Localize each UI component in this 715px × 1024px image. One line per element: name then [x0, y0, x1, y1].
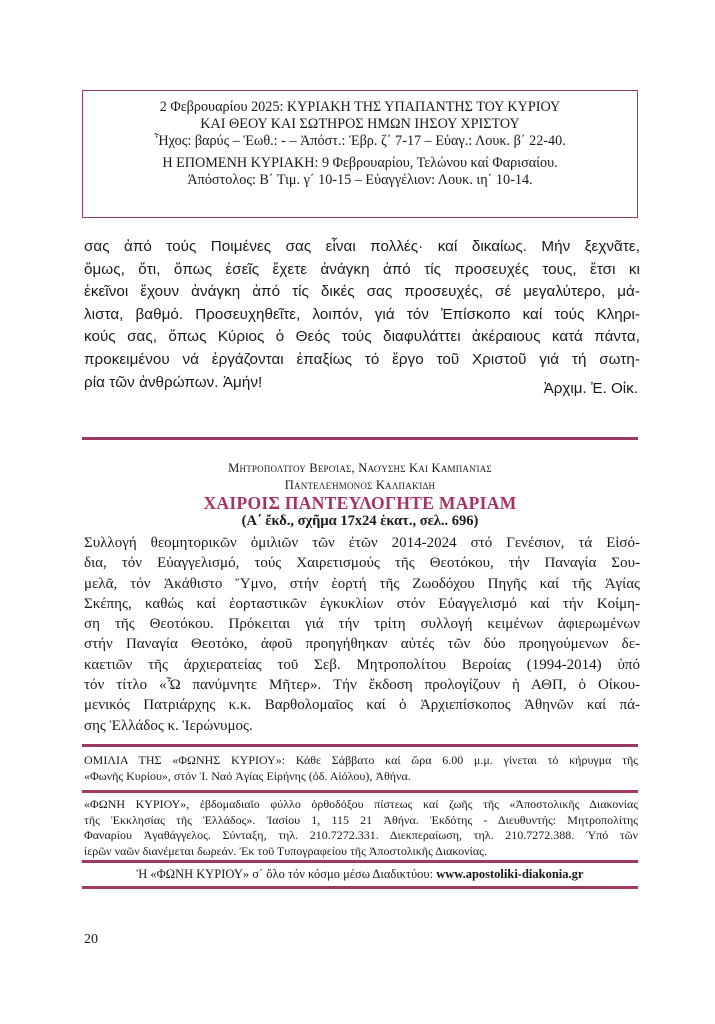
colophon-line: «ΦΩΝΗ ΚΥΡΙΟΥ», ἑβδομαδιαῖο φύλλο ὀρθοδόξου πίστεως καί ζωῆς τῆς «Ἀποστολικῆς Διακονίας — [84, 797, 638, 811]
book-line: καετιῶν τῆς ἀρχιερατείας τοῦ Σεβ. Μητροπολίτου Βεροίας (1994-2014) ὑπό — [84, 656, 640, 673]
book-line: Σκέπης, καθώς καί ἑορταστικῶν ἐγκυκλίων στόν Εὐαγγελισμό καί τήν Κοίμη- — [84, 595, 640, 612]
feast-readings: Ἦχος: βαρύς – Ἑωθ.: - – Ἀπόστ.: Ἑβρ. ζ΄ 7-17 – Εὐαγ.: Λουκ. β΄ 22-40. — [154, 133, 566, 149]
web-notice — [82, 867, 638, 882]
next-sunday: Η ΕΠΟΜΕΝΗ ΚΥΡΙΑΚΗ: 9 Φεβρουαρίου, Τελώνου καί Φαρισαίου. — [162, 155, 558, 171]
signature: Ἀρχιμ. Ἐ. Οἰκ. — [543, 380, 638, 397]
colophon-line: ἱερῶν ναῶν διανέμεται δωρεάν. Ἐκ τοῦ Τυπογραφείου τῆς Ἀποστολικῆς Διακονίας. — [84, 843, 487, 858]
homily-line: ΟΜΙΛΙΑ ΤΗΣ «ΦΩΝΗΣ ΚΥΡΙΟΥ»: Κάθε Σάββατο καί ὥρα 6.00 μ.μ. γίνεται τό κήρυγμα τῆς — [84, 753, 638, 767]
book-author — [82, 460, 638, 494]
book-line: στήν Παναγία Θεοτόκο, ἀφοῦ προηγήθηκαν αὐτές τῶν δύο προηγούμενων δε- — [84, 636, 640, 653]
book-line: μενικός Πατριάρχης κ.κ. Βαρθολομαῖος καί ὁ Ἀρχιεπίσκοπος Ἀθηνῶν καί πά- — [84, 697, 640, 714]
book-line: σης Ἑλλάδος κ. Ἱερώνυμος. — [84, 717, 253, 734]
section-divider — [82, 744, 638, 747]
next-sunday-readings: Ἀπόστολος: Β΄ Τιμ. γ΄ 10-15 – Εὐαγγέλιον: Λουκ. ιη΄ 10-14. — [187, 172, 533, 188]
author-line-1: Μητροπολίτου Βεροίας, Ναούσης Και Καμπανίας — [228, 461, 492, 475]
feast-title-line2: ΚΑΙ ΘΕΟΥ ΚΑΙ ΣΩΤΗΡΟΣ ΗΜΩΝ ΙΗΣΟΥ ΧΡΙΣΤΟΥ — [200, 116, 520, 132]
book-line: τόν τίτλο «Ὦ πανύμνητε Μῆτερ». Τήν ἔκδοση προλογίζουν ἡ ΑΘΠ, ὁ Οἰκου- — [84, 677, 640, 694]
book-description — [84, 533, 640, 736]
sermon-line: ἐκεῖνοι ἔχουν ἀνάγκη ἀπό τίς δικές σας προσευχές, σέ μεγαλύτερο, μά- — [84, 283, 640, 301]
section-divider — [82, 437, 638, 440]
book-subtitle: (Α΄ ἔκδ., σχῆμα 17x24 ἑκατ., σελ.. 696) — [241, 513, 479, 529]
website-link[interactable]: www.apostoliki-diakonia.gr — [436, 867, 584, 881]
sermon-line: ρία τῶν ἀνθρώπων. Ἀμήν! — [84, 373, 263, 391]
colophon-line: τῆς Ἐκκλησίας τῆς Ἑλλάδος». Ἰασίου 1, 115 21 Ἀθήνα. Ἐκδότης - Διευθυντής: Μητροπολίτης — [84, 812, 638, 827]
sermon-line: ὅμως, ὅτι, ὅπως ἐσεῖς ἔχετε ἀνάγκη ἀπό τίς προσευχές τους, ἔτσι κι — [84, 260, 640, 278]
section-divider — [82, 886, 638, 889]
colophon — [84, 797, 638, 859]
sermon-text — [84, 236, 640, 394]
sermon-line: σας ἀπό τούς Ποιμένες σας εἶναι πολλές· καί δικαίως. Μήν ξεχνᾶτε, — [84, 238, 640, 255]
section-divider — [82, 790, 638, 793]
sermon-line: λιστα, βαθμό. Προσευχηθεῖτε, λοιπόν, γιά τόν Ἐπίσκοπο καί τούς Κληρι- — [84, 305, 640, 323]
homily-line: «Φωνῆς Κυρίου», στόν Ἱ. Ναό Ἁγίας Εἰρήνης (ὁδ. Αἰόλου), Ἀθήνα. — [84, 768, 411, 783]
book-line: μελᾶ, τόν Ἀκάθιστο Ὕμνο, στήν ἑορτή τῆς Ζωοδόχου Πηγῆς καί τῆς Ἁγίας — [84, 575, 640, 592]
sermon-line: κούς σας, ὅπως Κύριος ὁ Θεός τούς διαφυλάττει ἀκέραιους κατά πάντα, — [84, 328, 640, 346]
book-line: ση τῆς Θεοτόκου. Πρόκειται γιά τήν τρίτη συλλογή κειμένων ἀφιερωμένων — [84, 616, 640, 633]
book-line: Συλλογή θεομητορικῶν ὁμιλιῶν τῶν ἐτῶν 2014-2024 στό Γενέσιον, τά Εἰσό- — [84, 535, 640, 551]
colophon-line: Φαναρίου Ἀγαθάγγελος. Σύνταξη, τηλ. 210.7272.331. Διεκπεραίωση, τηλ. 210.7272.388. Ὑπό τῶν — [84, 828, 638, 843]
feast-title-line1: 2 Φεβρουαρίου 2025: ΚΥΡΙΑΚΗ ΤΗΣ ΥΠΑΠΑΝΤΗΣ ΤΟΥ ΚΥΡΙΟΥ — [159, 99, 561, 115]
sermon-line: προκειμένου νά ἐργάζονται ἐπαξίως τό ἔργο τοῦ Χριστοῦ γιά τή σωτη- — [84, 350, 640, 368]
web-notice-text: Ἡ «ΦΩΝΗ ΚΥΡΙΟΥ» σ΄ ὅλο τόν κόσμο μέσω Διαδικτύου: — [136, 867, 434, 881]
book-title: ΧΑΙΡΟΙΣ ΠΑΝΤΕΥΛΟΓΗΤΕ ΜΑΡΙΑΜ — [203, 493, 517, 513]
page-number: 20 — [84, 932, 98, 947]
book-line: δια, τόν Εὐαγγελισμό, τούς Χαιρετισμούς τῆς Θεοτόκου, τήν Παναγία Σου- — [84, 555, 640, 572]
section-divider — [82, 860, 638, 863]
homily-notice — [84, 753, 638, 784]
readings-box — [82, 90, 638, 218]
author-line-2: Παντελεήμονος Καλπακίδη — [284, 478, 436, 492]
